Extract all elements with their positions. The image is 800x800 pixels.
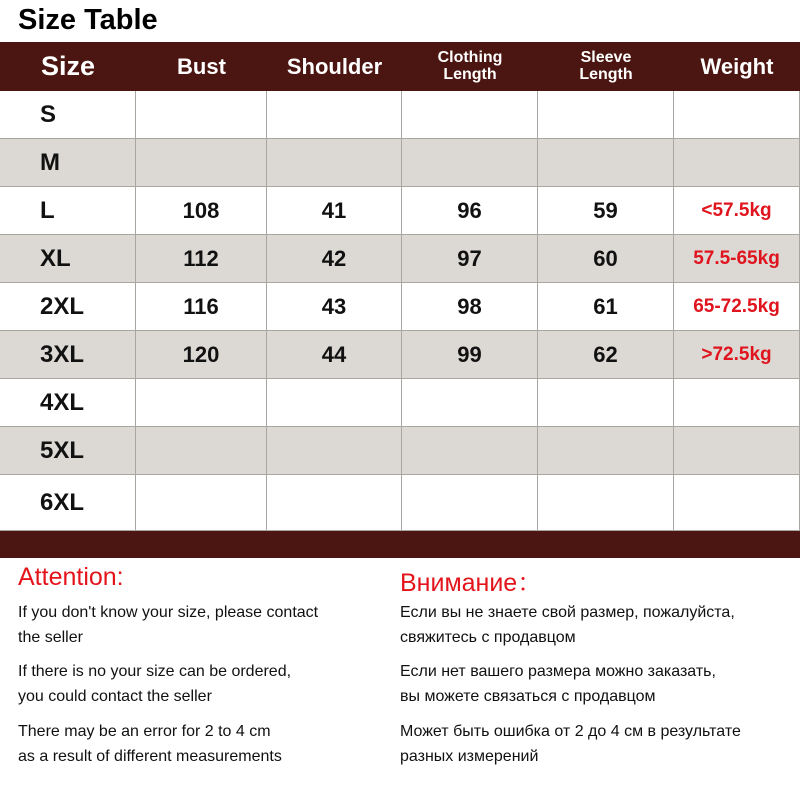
cell-shoulder [267, 475, 402, 531]
table-body [0, 91, 800, 538]
table-row [0, 187, 800, 235]
cell-clothing-length [402, 427, 538, 475]
cell-clothing-length: 97 [402, 235, 538, 283]
cell-weight: >72.5kg [674, 331, 800, 379]
cell-sleeve-length: 62 [538, 331, 674, 379]
header-clothing-length-line2: Length [443, 65, 497, 83]
cell-bust [136, 91, 267, 139]
note-en-1-line2: the seller [18, 629, 83, 646]
cell-weight [674, 427, 800, 475]
cell-size: 4XL [0, 379, 136, 427]
table-row [0, 331, 800, 379]
table-header [0, 42, 800, 91]
cell-shoulder [267, 91, 402, 139]
cell-weight: <57.5kg [674, 187, 800, 235]
cell-sleeve-length [538, 475, 674, 531]
cell-shoulder: 44 [267, 331, 402, 379]
cell-sleeve-length [538, 379, 674, 427]
cell-bust: 112 [136, 235, 267, 283]
cell-bust [136, 379, 267, 427]
note-en-2 [18, 659, 291, 709]
header-sleeve-length-line1: Sleeve [580, 48, 632, 66]
table-row [0, 475, 800, 531]
header-shoulder: Shoulder [286, 53, 383, 79]
note-en-1 [18, 600, 318, 650]
cell-sleeve-length [538, 91, 674, 139]
note-ru-3 [400, 719, 741, 769]
table-row [0, 91, 800, 139]
note-en-1-line1: If you don't know your size, please contact [18, 604, 319, 621]
cell-size: L [0, 187, 136, 235]
cell-clothing-length: 99 [402, 331, 538, 379]
cell-clothing-length [402, 91, 538, 139]
cell-weight [674, 91, 800, 139]
cell-shoulder [267, 379, 402, 427]
note-ru-2 [400, 659, 716, 709]
note-ru-1-line1: Если вы не знаете свой размер, пожалуйста, [400, 604, 735, 621]
note-en-2-line1: If there is no your size can be ordered, [18, 663, 292, 680]
page-title: Size Table [18, 4, 158, 36]
cell-shoulder: 42 [267, 235, 402, 283]
cell-clothing-length [402, 475, 538, 531]
cell-bust: 108 [136, 187, 267, 235]
attention-title-ru: Внимание： [400, 569, 543, 597]
note-en-3-line2: as a result of different measurements [18, 748, 282, 765]
note-en-3 [18, 719, 282, 769]
header-sleeve-length [538, 42, 674, 91]
cell-size: M [0, 139, 136, 187]
cell-shoulder: 43 [267, 283, 402, 331]
cell-sleeve-length: 59 [538, 187, 674, 235]
cell-weight: 65-72.5kg [674, 283, 800, 331]
cell-size: 5XL [0, 427, 136, 475]
cell-weight [674, 475, 800, 531]
cell-sleeve-length [538, 139, 674, 187]
note-ru-2-line2: вы можете связаться с продавцом [400, 688, 656, 705]
attention-title-en: Attention: [18, 563, 124, 591]
note-ru-3-line1: Может быть ошибка от 2 до 4 см в результате [400, 723, 741, 740]
cell-clothing-length [402, 379, 538, 427]
header-size: Size [40, 51, 96, 82]
note-ru-2-line1: Если нет вашего размера можно заказать, [400, 663, 716, 680]
cell-size: 3XL [0, 331, 136, 379]
note-ru-1 [400, 600, 735, 650]
table-row [0, 379, 800, 427]
cell-size: 2XL [0, 283, 136, 331]
cell-sleeve-length: 61 [538, 283, 674, 331]
header-clothing-length [402, 42, 538, 91]
cell-clothing-length [402, 139, 538, 187]
header-weight: Weight [700, 53, 774, 79]
cell-bust [136, 427, 267, 475]
size-table [0, 42, 800, 558]
cell-sleeve-length [538, 427, 674, 475]
cell-size: 6XL [0, 475, 136, 531]
note-ru-1-line2: свяжитесь с продавцом [400, 629, 576, 646]
cell-bust: 120 [136, 331, 267, 379]
cell-clothing-length: 96 [402, 187, 538, 235]
cell-weight: 57.5-65kg [674, 235, 800, 283]
cell-shoulder: 41 [267, 187, 402, 235]
note-en-2-line2: you could contact the seller [18, 688, 212, 705]
cell-size: S [0, 91, 136, 139]
cell-weight [674, 379, 800, 427]
note-en-3-line1: There may be an error for 2 to 4 cm [18, 723, 271, 740]
cell-weight [674, 139, 800, 187]
cell-sleeve-length: 60 [538, 235, 674, 283]
table-row [0, 235, 800, 283]
cell-size: XL [0, 235, 136, 283]
header-sleeve-length-line2: Length [579, 65, 633, 83]
table-row [0, 283, 800, 331]
header-bust: Bust [177, 53, 226, 79]
table-row [0, 427, 800, 475]
cell-bust [136, 475, 267, 531]
cell-shoulder [267, 139, 402, 187]
header-clothing-length-line1: Clothing [437, 48, 503, 66]
cell-shoulder [267, 427, 402, 475]
note-ru-3-line2: разных измерений [400, 748, 539, 765]
table-row [0, 139, 800, 187]
cell-bust [136, 139, 267, 187]
cell-clothing-length: 98 [402, 283, 538, 331]
cell-bust: 116 [136, 283, 267, 331]
